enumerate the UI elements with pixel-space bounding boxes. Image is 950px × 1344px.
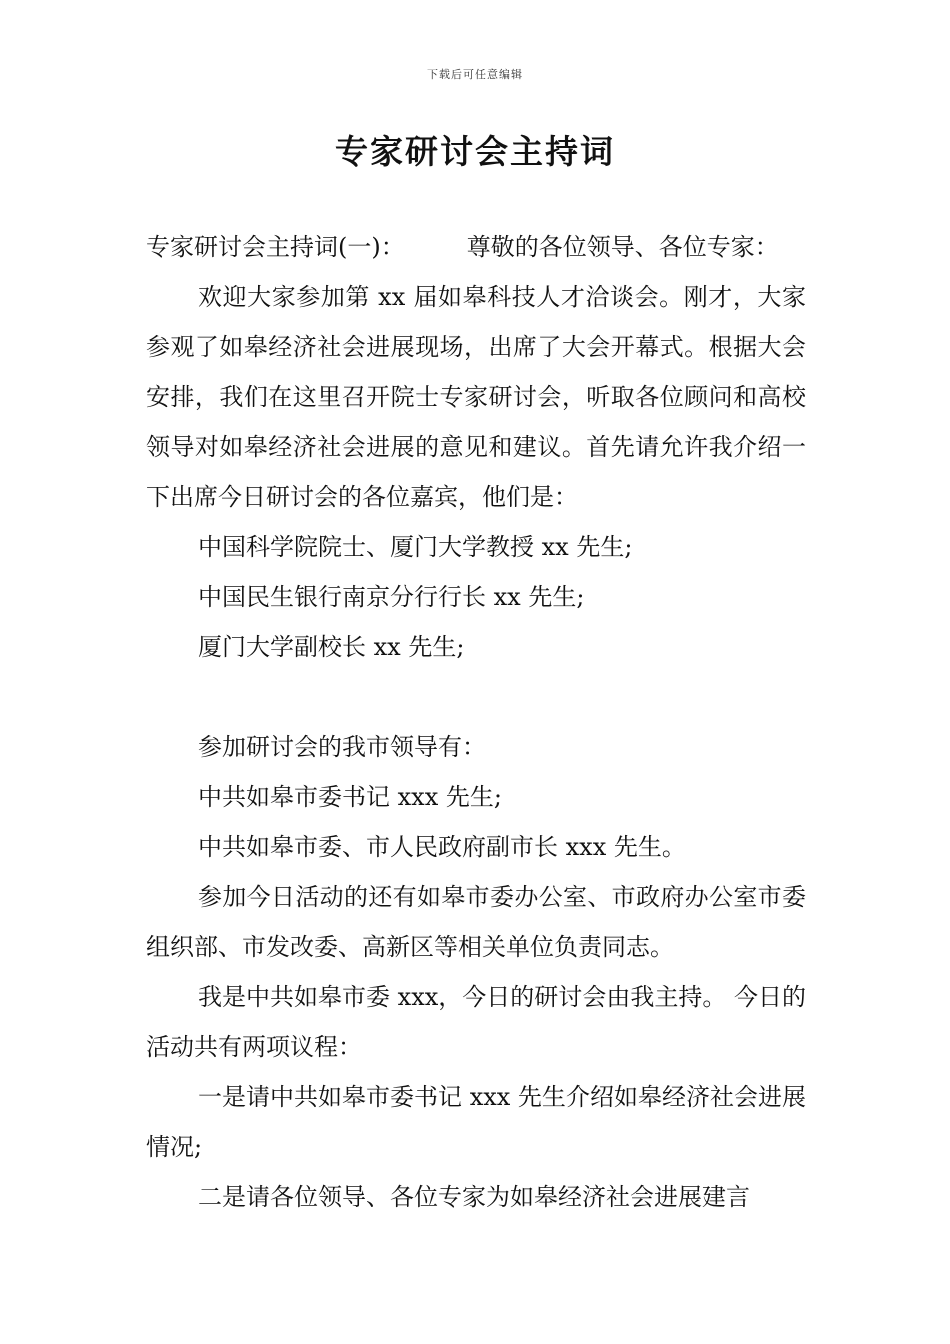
document-title: 专家研讨会主持词 (335, 132, 615, 171)
guest-item: 中国科学院院士、厦门大学教授 xx 先生; (198, 533, 633, 561)
guest-item: 中国民生银行南京分行行长 xx 先生; (198, 583, 585, 611)
blank-line (146, 672, 806, 722)
agenda-item: 二是请各位领导、各位专家为如皋经济社会进展建言 (198, 1183, 750, 1211)
paragraph-leaders-intro: 参加研讨会的我市领导有： (198, 733, 486, 761)
guest-item: 厦门大学副校长 xx 先生; (198, 633, 465, 661)
paragraph-attendees: 参加今日活动的还有如皋市委办公室、市政府办公室市委组织部、市发改委、高新区等相关单位负责同志。 (146, 883, 806, 961)
intro-heading: 专家研讨会主持词(一)： (146, 233, 405, 261)
paragraph-host: 我是中共如皋市委 xxx，今日的研讨会由我主持。 今日的活动共有两项议程： (146, 983, 806, 1061)
agenda-item: 一是请中共如皋市委书记 xxx 先生介绍如皋经济社会进展情况; (146, 1083, 806, 1161)
leader-item: 中共如皋市委书记 xxx 先生; (198, 783, 502, 811)
document-body (146, 222, 806, 1222)
intro-greeting: 尊敬的各位领导、各位专家： (466, 233, 779, 261)
header-note: 下载后可任意编辑 (427, 68, 523, 81)
intro-line (146, 222, 806, 272)
paragraph-welcome: 欢迎大家参加第 xx 届如皋科技人才洽谈会。刚才，大家参观了如皋经济社会进展现场，出席了大会开幕式。根据大会安排，我们在这里召开院士专家研讨会，听取各位顾问和高校领导对如皋经济社会进展的意见和建议。首先请允许我介绍一下出席今日研讨会的各位嘉宾，他们是： (146, 283, 806, 511)
leader-item: 中共如皋市委、市人民政府副市长 xxx 先生。 (198, 833, 686, 861)
